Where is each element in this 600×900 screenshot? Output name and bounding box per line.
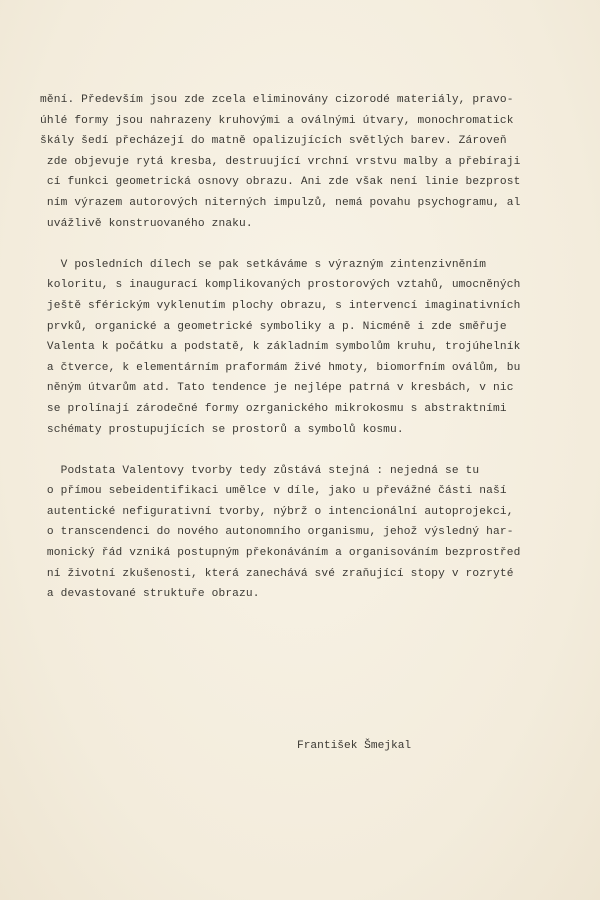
text-line: něným útvarům atd. Tato tendence je nejlépe patrná v kresbách, v nic — [40, 382, 514, 395]
text-line: cí funkci geometrická osnovy obrazu. Ani zde však není linie bezprost — [40, 176, 521, 189]
paragraph-1 — [40, 90, 600, 234]
text-line: a čtverce, k elementárním praformám živé hmoty, biomorfním oválům, bu — [40, 361, 521, 374]
text-line: Podstata Valentovy tvorby tedy zůstává stejná : nejedná se tu — [40, 464, 480, 477]
text-line: ještě sférickým vyklenutím plochy obrazu, s intervencí imaginativních — [40, 299, 521, 312]
author-signature: František Šmejkal — [297, 740, 412, 752]
text-line: prvků, organické a geometrické symboliky a p. Nicméně i zde směřuje — [40, 320, 507, 333]
text-line: zde objevuje rytá kresba, destruující vrchní vrstvu malby a přebíraji — [40, 155, 521, 168]
body-text — [40, 90, 600, 605]
paragraph-gap — [40, 234, 600, 255]
text-line: V posledních dílech se pak setkáváme s výrazným zintenzivněním — [40, 258, 487, 271]
text-line: koloritu, s inaugurací komplikovaných prostorových vztahů, umocněných — [40, 279, 521, 292]
text-line: o transcendenci do nového autonomního organismu, jehož výsledný har- — [40, 526, 514, 539]
text-line: ním výrazem autorových niterných impulzů, nemá povahu psychogramu, al — [40, 196, 521, 209]
text-line: úhlé formy jsou nahrazeny kruhovými a oválnými útvary, monochromatick — [40, 114, 514, 127]
paragraph-2 — [40, 255, 600, 440]
text-line: se prolínají zárodečné formy ozrganického mikrokosmu s abstraktními — [40, 402, 507, 415]
text-line: Valenta k počátku a podstatě, k základním symbolům kruhu, trojúhelník — [40, 341, 521, 354]
text-line: o přímou sebeidentifikaci umělce v díle, jako u převážné části naší — [40, 485, 507, 498]
text-line: ní životní zkušenosti, která zanechává své zraňující stopy v rozryté — [40, 567, 514, 580]
text-line: autentické nefigurativní tvorby, nýbrž o intencionální autoprojekci, — [40, 505, 514, 518]
text-line: schématy prostupujících se prostorů a symbolů kosmu. — [40, 423, 404, 436]
text-line: a devastované struktuře obrazu. — [40, 588, 260, 601]
text-line: uvážlivě konstruovaného znaku. — [40, 217, 253, 230]
text-line: mění. Především jsou zde zcela eliminovány cizorodé materiály, pravo- — [40, 94, 514, 106]
paragraph-gap — [40, 440, 600, 461]
paragraph-3 — [40, 461, 600, 605]
text-line: monický řád vzniká postupným překonáváním a organisováním bezprostřed — [40, 547, 521, 560]
text-line: škály šedí přecházejí do matně opalizujících světlých barev. Zároveň — [40, 135, 507, 148]
